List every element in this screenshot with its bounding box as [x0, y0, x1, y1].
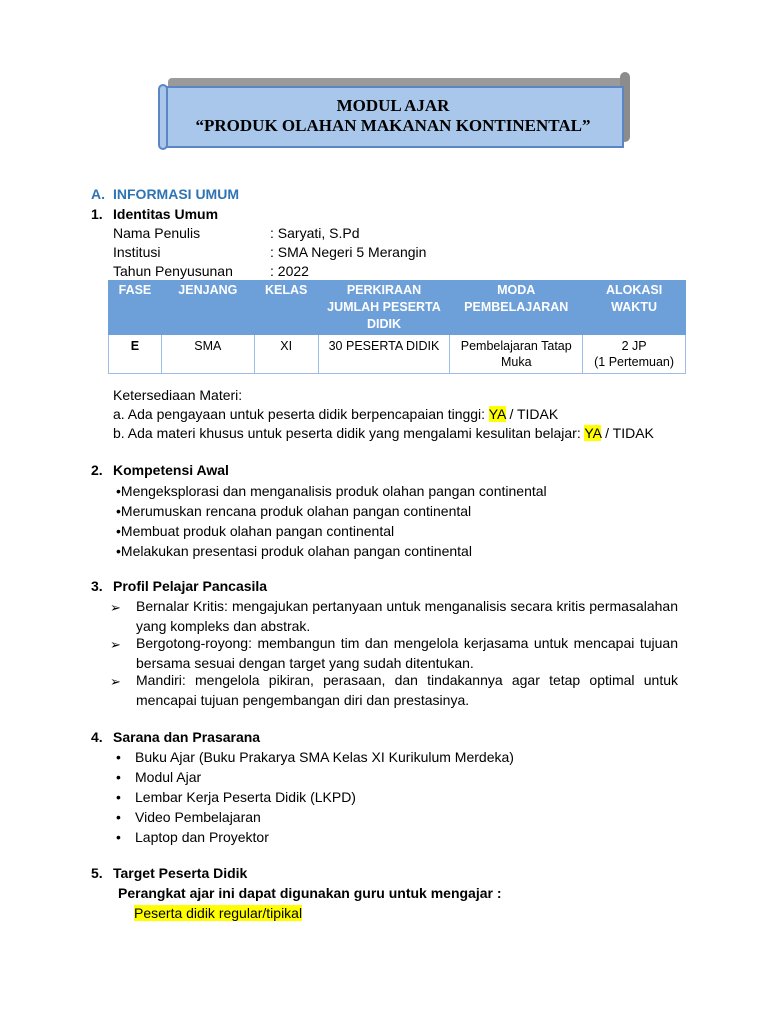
materi-b-ya: YA [584, 425, 602, 441]
table-row [109, 335, 686, 374]
table-cell-time [583, 335, 686, 374]
bullet-icon: • [116, 503, 121, 519]
s5-item [116, 905, 302, 921]
bullet-icon: • [116, 483, 121, 499]
list-item: •Melakukan presentasi produk olahan pangan continental [116, 543, 472, 559]
s1-title: Identitas Umum [113, 206, 219, 222]
title-banner [158, 72, 634, 152]
arrow-bullet-icon: ➢ [110, 637, 121, 652]
s3-item: Bergotong-royong: membangun tim dan mengelola kerjasama untuk mencapai tujuan bersama sesuai dengan target yang sudah ditentukan. [136, 635, 678, 671]
identity-label: Tahun Penyusunan [113, 263, 233, 279]
list-item: •Mengeksplorasi dan menganalisis produk olahan pangan continental [116, 483, 547, 499]
s1-number: 1. [91, 206, 103, 222]
bullet-icon: • [116, 809, 121, 825]
list-item: • Lembar Kerja Peserta Didik (LKPD) [116, 789, 356, 805]
list-item: • Laptop dan Proyektor [116, 829, 269, 845]
identity-value: : SMA Negeri 5 Merangin [270, 244, 427, 260]
table-cell: E [109, 335, 162, 374]
table-header-row [109, 281, 686, 335]
s3-number: 3. [91, 578, 103, 594]
s5-subtitle: Perangkat ajar ini dapat digunakan guru untuk mengajar : [118, 885, 502, 901]
table-header-cell: JENJANG [161, 281, 254, 335]
materi-a [113, 406, 558, 422]
banner-scroll-curl [158, 84, 168, 150]
list-item: • Video Pembelajaran [116, 809, 261, 825]
bullet-icon: • [116, 543, 121, 559]
list-item: • Buku Ajar (Buku Prakarya SMA Kelas XI Kurikulum Merdeka) [116, 749, 514, 765]
s3-title: Profil Pelajar Pancasila [113, 578, 268, 594]
table-header-cell: KELAS [254, 281, 318, 335]
identity-value: : 2022 [270, 263, 309, 279]
arrow-bullet-icon: ➢ [110, 600, 121, 615]
section-a-number: A. [91, 186, 105, 202]
s4-list [116, 747, 514, 847]
time-value: 2 JP [621, 339, 647, 353]
s2-number: 2. [91, 462, 103, 478]
materi-a-tidak: / TIDAK [505, 406, 559, 422]
table-header-cell: MODA PEMBELAJARAN [450, 281, 583, 335]
bullet-icon: • [116, 749, 121, 765]
banner-line1: MODUL AJAR [336, 96, 450, 115]
banner-line2: “PRODUK OLAHAN MAKANAN KONTINENTAL” [195, 116, 591, 135]
s4-number: 4. [91, 729, 103, 745]
table-header-cell: FASE [109, 281, 162, 335]
s5-item-label: Peserta didik regular/tipikal [134, 905, 303, 921]
bullet-icon: • [116, 769, 121, 785]
s2-list [116, 481, 547, 561]
identity-table [108, 280, 686, 374]
materi-a-text: a. Ada pengayaan untuk peserta didik berpencapaian tinggi: [113, 406, 489, 422]
bullet-icon: • [116, 523, 121, 539]
list-item: •Membuat produk olahan pangan continental [116, 523, 395, 539]
bullet-icon: • [116, 829, 121, 845]
section-a-title: INFORMASI UMUM [113, 186, 239, 202]
identity-label: Nama Penulis [113, 225, 201, 241]
table-cell: XI [254, 335, 318, 374]
arrow-bullet-icon: ➢ [110, 674, 121, 689]
table-cell: Pembelajaran Tatap Muka [450, 335, 583, 374]
materi-b-tidak: / TIDAK [601, 425, 654, 441]
bullet-icon: • [116, 789, 121, 805]
materi-b [113, 425, 654, 441]
time-extra: (1 Pertemuan) [594, 355, 675, 369]
table-cell: SMA [161, 335, 254, 374]
materi-title: Ketersediaan Materi: [113, 387, 243, 403]
list-item: •Merumuskan rencana produk olahan pangan continental [116, 503, 472, 519]
banner-box [162, 86, 624, 148]
s5-title: Target Peserta Didik [113, 865, 248, 881]
s3-item: Mandiri: mengelola pikiran, perasaan, dan tindakannya agar tetap optimal untuk mencapai tujuan pengembangan diri dan prestasinya. [136, 672, 678, 708]
s4-title: Sarana dan Prasarana [113, 729, 261, 745]
identity-label: Institusi [113, 244, 161, 260]
s2-title: Kompetensi Awal [113, 462, 229, 478]
list-item: • Modul Ajar [116, 769, 202, 785]
table-header-cell: ALOKASI WAKTU [583, 281, 686, 335]
materi-a-ya: YA [488, 406, 506, 422]
s3-item: Bernalar Kritis: mengajukan pertanyaan untuk menganalisis secara kritis permasalahan yang kompleks dan abstrak. [136, 598, 678, 634]
s5-number: 5. [91, 865, 103, 881]
table-cell: 30 PESERTA DIDIK [318, 335, 450, 374]
materi-b-text: b. Ada materi khusus untuk peserta didik yang mengalami kesulitan belajar: [113, 425, 585, 441]
identity-value: : Saryati, S.Pd [270, 225, 360, 241]
table-header-cell: PERKIRAAN JUMLAH PESERTA DIDIK [318, 281, 450, 335]
